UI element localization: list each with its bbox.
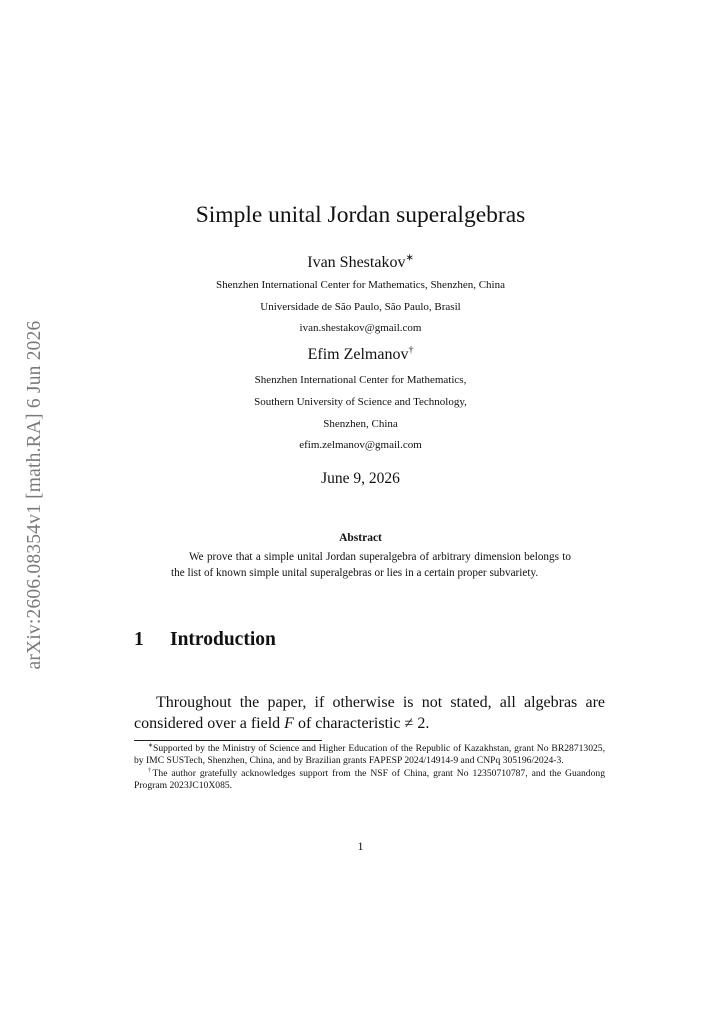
page-number: 1 [357, 839, 364, 853]
author-2-affiliation-2: Southern University of Science and Technology, [254, 396, 467, 408]
author-1-email: ivan.shestakov@gmail.com [299, 322, 422, 334]
intro-paragraph [134, 693, 605, 734]
author-1-mark: ∗ [405, 252, 414, 264]
paper-title: Simple unital Jordan superalgebras [195, 202, 526, 228]
footnote-1 [134, 743, 605, 768]
section-title: Introduction [170, 629, 276, 650]
section-heading [134, 629, 276, 651]
paper-date: June 9, 2026 [321, 470, 400, 487]
footnote-2 [134, 768, 605, 793]
author-name-1 [0, 254, 721, 272]
author-2-affiliation-1: Shenzhen International Center for Mathematics, [254, 374, 467, 386]
author-1-affiliation-2: Universidade de São Paulo, São Paulo, Brasil [260, 301, 461, 313]
arxiv-stamp: arXiv:2606.08354v1 [math.RA] 6 Jun 2026 [24, 320, 45, 670]
footnote-1-text: Supported by the Ministry of Science and Higher Education of the Republic of Kazakhstan, grant No BR28713025, by IMC SUSTech, Shenzhen, China, and by Brazilian grants FAPESP 2024/14914-9 and CNPq 305196/2024-3. [134, 743, 605, 767]
author-1-name: Ivan Shestakov [307, 254, 406, 271]
section-number: 1 [134, 629, 144, 650]
footnote-2-text: The author gratefully acknowledges support from the NSF of China, grant No 12350710787, and the Guandong Program 2023JC10X085. [134, 767, 605, 792]
author-name-2 [0, 346, 721, 364]
intro-text-after: of characteristic ≠ 2. [293, 714, 430, 732]
footnote-1-mark: ∗ [148, 742, 153, 749]
footnotes [134, 743, 605, 793]
author-2-affiliation-3: Shenzhen, China [323, 418, 398, 430]
abstract-heading: Abstract [339, 532, 382, 544]
author-2-mark: † [408, 344, 414, 356]
author-2-name: Efim Zelmanov [307, 346, 409, 363]
author-2-email: efim.zelmanov@gmail.com [299, 439, 422, 451]
abstract-text: We prove that a simple unital Jordan superalgebra of arbitrary dimension belongs to the list of known simple unital superalgebras or lies in a certain proper subvariety. [171, 551, 571, 579]
author-1-affiliation-1: Shenzhen International Center for Mathematics, Shenzhen, China [216, 279, 505, 291]
footnote-rule [134, 740, 322, 741]
intro-text-before: Throughout the paper, if otherwise is not stated, all algebras are considered over a field [134, 694, 605, 732]
footnote-2-mark: † [148, 767, 153, 774]
field-variable: F [284, 714, 294, 732]
